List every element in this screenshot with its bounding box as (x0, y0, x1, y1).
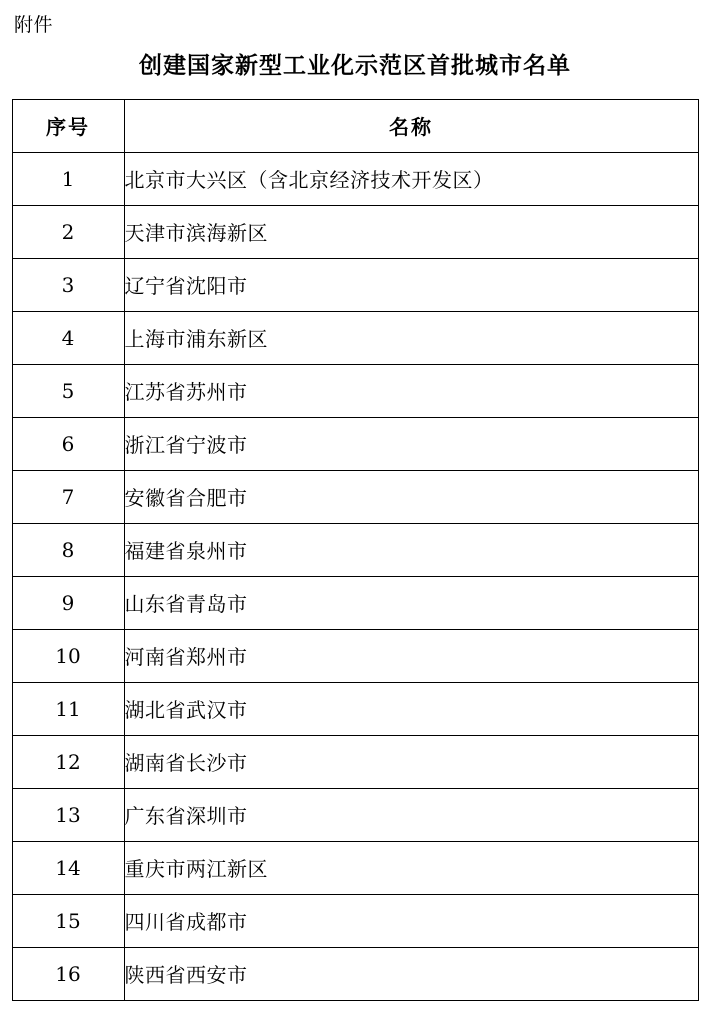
row-index-cell: 5 (12, 364, 124, 417)
table-row (12, 364, 698, 417)
column-header-index: 序号 (12, 99, 124, 152)
row-name-cell: 天津市滨海新区 (124, 205, 698, 258)
row-index-cell: 3 (12, 258, 124, 311)
row-name-cell: 上海市浦东新区 (124, 311, 698, 364)
row-index-cell: 1 (12, 152, 124, 205)
table-row (12, 841, 698, 894)
row-index-cell: 14 (12, 841, 124, 894)
row-index-cell: 10 (12, 629, 124, 682)
column-header-name: 名称 (124, 99, 698, 152)
row-index-cell: 2 (12, 205, 124, 258)
row-index-cell: 12 (12, 735, 124, 788)
row-index-cell: 7 (12, 470, 124, 523)
table-row (12, 311, 698, 364)
row-index-cell: 8 (12, 523, 124, 576)
row-name-cell: 湖北省武汉市 (124, 682, 698, 735)
row-name-cell: 山东省青岛市 (124, 576, 698, 629)
city-list-table (12, 99, 699, 1001)
table-row (12, 947, 698, 1000)
row-name-cell: 陕西省西安市 (124, 947, 698, 1000)
row-name-cell: 北京市大兴区（含北京经济技术开发区） (124, 152, 698, 205)
page-title: 创建国家新型工业化示范区首批城市名单 (139, 51, 571, 79)
table-row (12, 152, 698, 205)
row-name-cell: 湖南省长沙市 (124, 735, 698, 788)
row-name-cell: 四川省成都市 (124, 894, 698, 947)
row-name-cell: 江苏省苏州市 (124, 364, 698, 417)
row-index-cell: 16 (12, 947, 124, 1000)
attachment-label: 附件 (14, 14, 54, 36)
table-row (12, 735, 698, 788)
row-index-cell: 13 (12, 788, 124, 841)
table-row (12, 417, 698, 470)
table-row (12, 470, 698, 523)
row-index-cell: 6 (12, 417, 124, 470)
row-name-cell: 福建省泉州市 (124, 523, 698, 576)
row-index-cell: 11 (12, 682, 124, 735)
row-index-cell: 15 (12, 894, 124, 947)
table-row (12, 205, 698, 258)
row-name-cell: 安徽省合肥市 (124, 470, 698, 523)
table-row (12, 523, 698, 576)
row-index-cell: 4 (12, 311, 124, 364)
table-row (12, 894, 698, 947)
row-name-cell: 辽宁省沈阳市 (124, 258, 698, 311)
row-name-cell: 重庆市两江新区 (124, 841, 698, 894)
table-header-row (12, 99, 698, 152)
table-row (12, 576, 698, 629)
table-row (12, 682, 698, 735)
row-name-cell: 广东省深圳市 (124, 788, 698, 841)
table-row (12, 788, 698, 841)
row-name-cell: 河南省郑州市 (124, 629, 698, 682)
row-name-cell: 浙江省宁波市 (124, 417, 698, 470)
row-index-cell: 9 (12, 576, 124, 629)
table-row (12, 629, 698, 682)
table-row (12, 258, 698, 311)
